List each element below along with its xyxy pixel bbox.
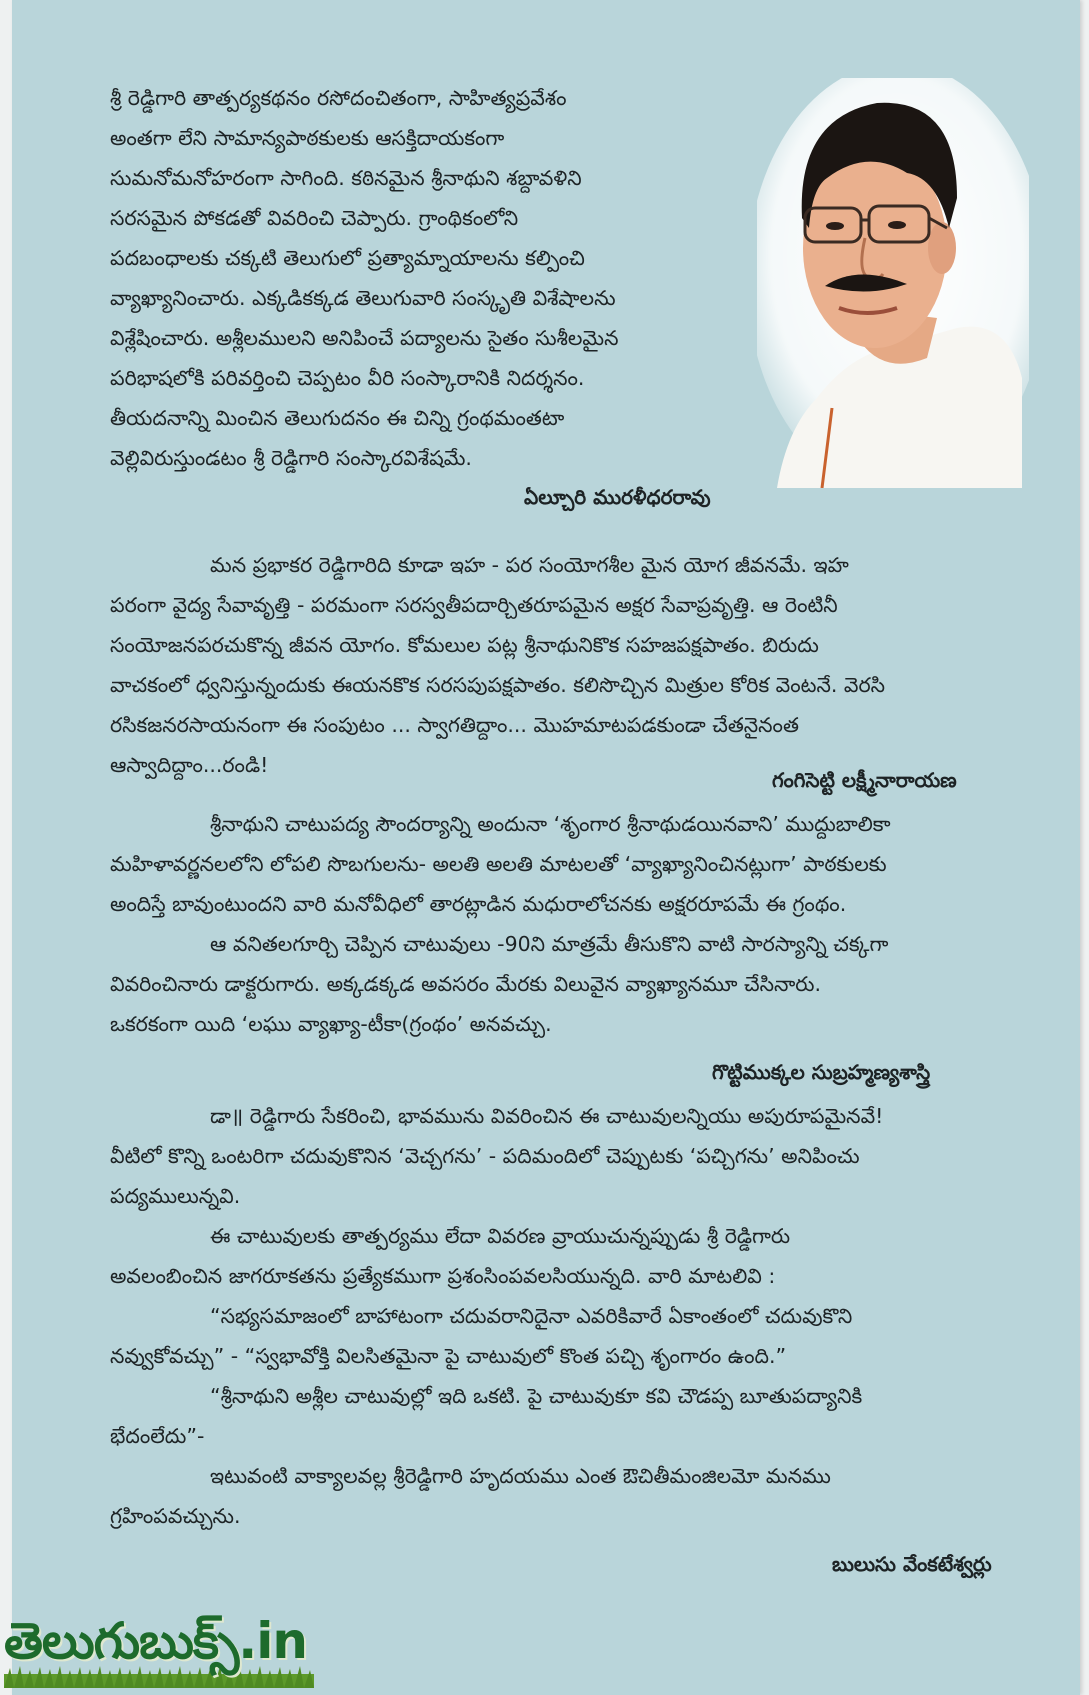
text-line: సంయోజనపరచుకొన్న జీవన యోగం. కోమలుల పట్ల శ్రీనాథునికొక సహజపక్షపాతం. బిరుదు — [110, 633, 819, 657]
logo-text: తెలుగుబుక్స్.in — [4, 1612, 308, 1670]
text-line: మహిళావర్ణనలలోని లోపలి సొబగులను- అలతి అలతి మాటలతో ‘వ్యాఖ్యానించినట్లుగా’ పాఠకులకు — [110, 852, 887, 876]
text-line: వీటిలో కొన్ని ఒంటరిగా చదువుకొనిన ‘వెచ్చగను’ - పదిమందిలో చెప్పుటకు ‘పచ్చిగను’ అనిపించు — [110, 1144, 860, 1168]
signature-gottimukkala: గొట్టిముక్కల సుబ్రహ్మణ్యశాస్త్రి — [712, 1060, 931, 1084]
text-line: “శ్రీనాథుని అశ్లీల చాటువుల్లో ఇది ఒకటి. పై చాటువుకూ కవి చౌడప్ప బూతుపద్యానికి — [210, 1384, 863, 1408]
text-line: డా॥ రెడ్డిగారు సేకరించి, భావమును వివరించిన ఈ చాటువులన్నియు అపురూపమైనవే! — [210, 1104, 884, 1128]
text-line: తీయదనాన్ని మించిన తెలుగుదనం ఈ చిన్ని గ్రంథమంతటా — [110, 406, 565, 430]
text-line: పదబంధాలకు చక్కటి తెలుగులో ప్రత్యామ్నాయాలను కల్పించి — [110, 246, 585, 270]
text-line: సుమనోమనోహరంగా సాగింది. కఠినమైన శ్రీనాథుని శబ్దావళిని — [110, 166, 582, 190]
text-line: అవలంబించిన జాగరూకతను ప్రత్యేకముగా ప్రశంసింపవలసియున్నది. వారి మాటలివి : — [110, 1264, 776, 1288]
text-line: వాచకంలో ధ్వనిస్తున్నందుకు ఈయనకొక సరసపుపక్షపాతం. కలిసొచ్చిన మిత్రుల కోరిక వెంటనే. వెరసి — [110, 673, 886, 697]
signature-bulusu: బులుసు వేంకటేశ్వర్లు — [832, 1552, 992, 1576]
text-line: భేదంలేదు”- — [110, 1424, 205, 1448]
telugubooks-logo — [4, 1612, 307, 1688]
text-line: అంతగా లేని సామాన్యపాఠకులకు ఆసక్తిదాయకంగా — [110, 126, 505, 150]
section-4-text — [110, 1096, 1030, 1536]
book-back-cover — [12, 0, 1080, 1695]
author-portrait — [757, 78, 1029, 488]
text-line: “సభ్యసమాజంలో బాహాటంగా చదువరానిదైనా ఎవరికివారే ఏకాంతంలో చదువుకొని — [210, 1304, 853, 1328]
text-line: అందిస్తే బావుంటుందని వారి మనోవీధిలో తారట్లాడిన మధురాలోచనకు అక్షరరూపమే ఈ గ్రంథం. — [110, 892, 847, 916]
text-line: ఆ వనితలగూర్చి చెప్పిన చాటువులు -90ని మాత్రమే తీసుకొని వాటి సారస్యాన్ని చక్కగా — [210, 932, 889, 956]
text-line: ఇటువంటి వాక్యాలవల్ల శ్రీరెడ్డిగారి హృదయము ఎంత ఔచితీమంజిలమో మనము — [210, 1464, 831, 1488]
text-line: పద్యములున్నవి. — [110, 1184, 241, 1208]
text-line: వ్యాఖ్యానించారు. ఎక్కడికక్కడ తెలుగువారి సంస్కృతి విశేషాలను — [110, 286, 616, 310]
text-line: సరసమైన పోకడతో వివరించి చెప్పారు. గ్రాంథికంలోని — [110, 206, 519, 230]
text-line: పరిభాషలోకి పరివర్తించి చెప్పటం వీరి సంస్కారానికి నిదర్శనం. — [110, 366, 585, 390]
text-line: రసికజనరసాయనంగా ఈ సంపుటం ... స్వాగతిద్దాం... మొహమాటపడకుండా చేతనైనంత — [110, 713, 799, 737]
signature-gangisetti: గంగిసెట్టి లక్ష్మీనారాయణ — [772, 768, 957, 792]
text-line: పరంగా వైద్య సేవావృత్తి - పరమంగా సరస్వతీపదార్చితరూపమైన అక్షర సేవాప్రవృత్తి. ఆ రెంటినీ — [110, 593, 838, 617]
section-1-text — [110, 78, 770, 478]
text-line: విశ్లేషించారు. అశ్లీలములని అనిపించే పద్యాలను సైతం సుశీలమైన — [110, 326, 619, 350]
text-line: వెల్లివిరుస్తుండటం శ్రీ రెడ్డిగారి సంస్కారవిశేషమే. — [110, 446, 472, 470]
text-line: వివరించినారు డాక్టరుగారు. అక్కడక్కడ అవసరం మేరకు విలువైన వ్యాఖ్యానమూ చేసినారు. — [110, 972, 822, 996]
text-line: మన ప్రభాకర రెడ్డిగారిది కూడా ఇహ - పర సంయోగశీల మైన యోగ జీవనమే. ఇహ — [210, 553, 849, 577]
text-line: నవ్వుకోవచ్చు” - “స్వభావోక్తి విలసితమైనా పై చాటువులో కొంత పచ్చి శృంగారం ఉంది.” — [110, 1344, 787, 1368]
text-line: శ్రీ రెడ్డిగారి తాత్పర్యకథనం రసోదంచితంగా, సాహిత్యప్రవేశం — [110, 86, 567, 110]
text-line: ఆస్వాదిద్దాం...రండి! — [110, 753, 269, 777]
text-line: శ్రీనాథుని చాటుపద్య సౌందర్యాన్ని అందునా ‘శృంగార శ్రీనాథుడయినవాని’ ముద్దుబాలికా — [210, 812, 891, 836]
text-line: ఈ చాటువులకు తాత్పర్యము లేదా వివరణ వ్రాయుచున్నప్పుడు శ్రీ రెడ్డిగారు — [210, 1224, 791, 1248]
section-3-text — [110, 804, 1030, 1044]
section-2-text — [110, 545, 1030, 785]
text-line: గ్రహింపవచ్చును. — [110, 1504, 241, 1528]
signature-murali: ఏల్చూరి మురళీధరరావు — [524, 485, 711, 509]
text-line: ఒకరకంగా యిది ‘లఘు వ్యాఖ్యా-టీకా(గ్రంథం’ అనవచ్చు. — [110, 1012, 552, 1036]
